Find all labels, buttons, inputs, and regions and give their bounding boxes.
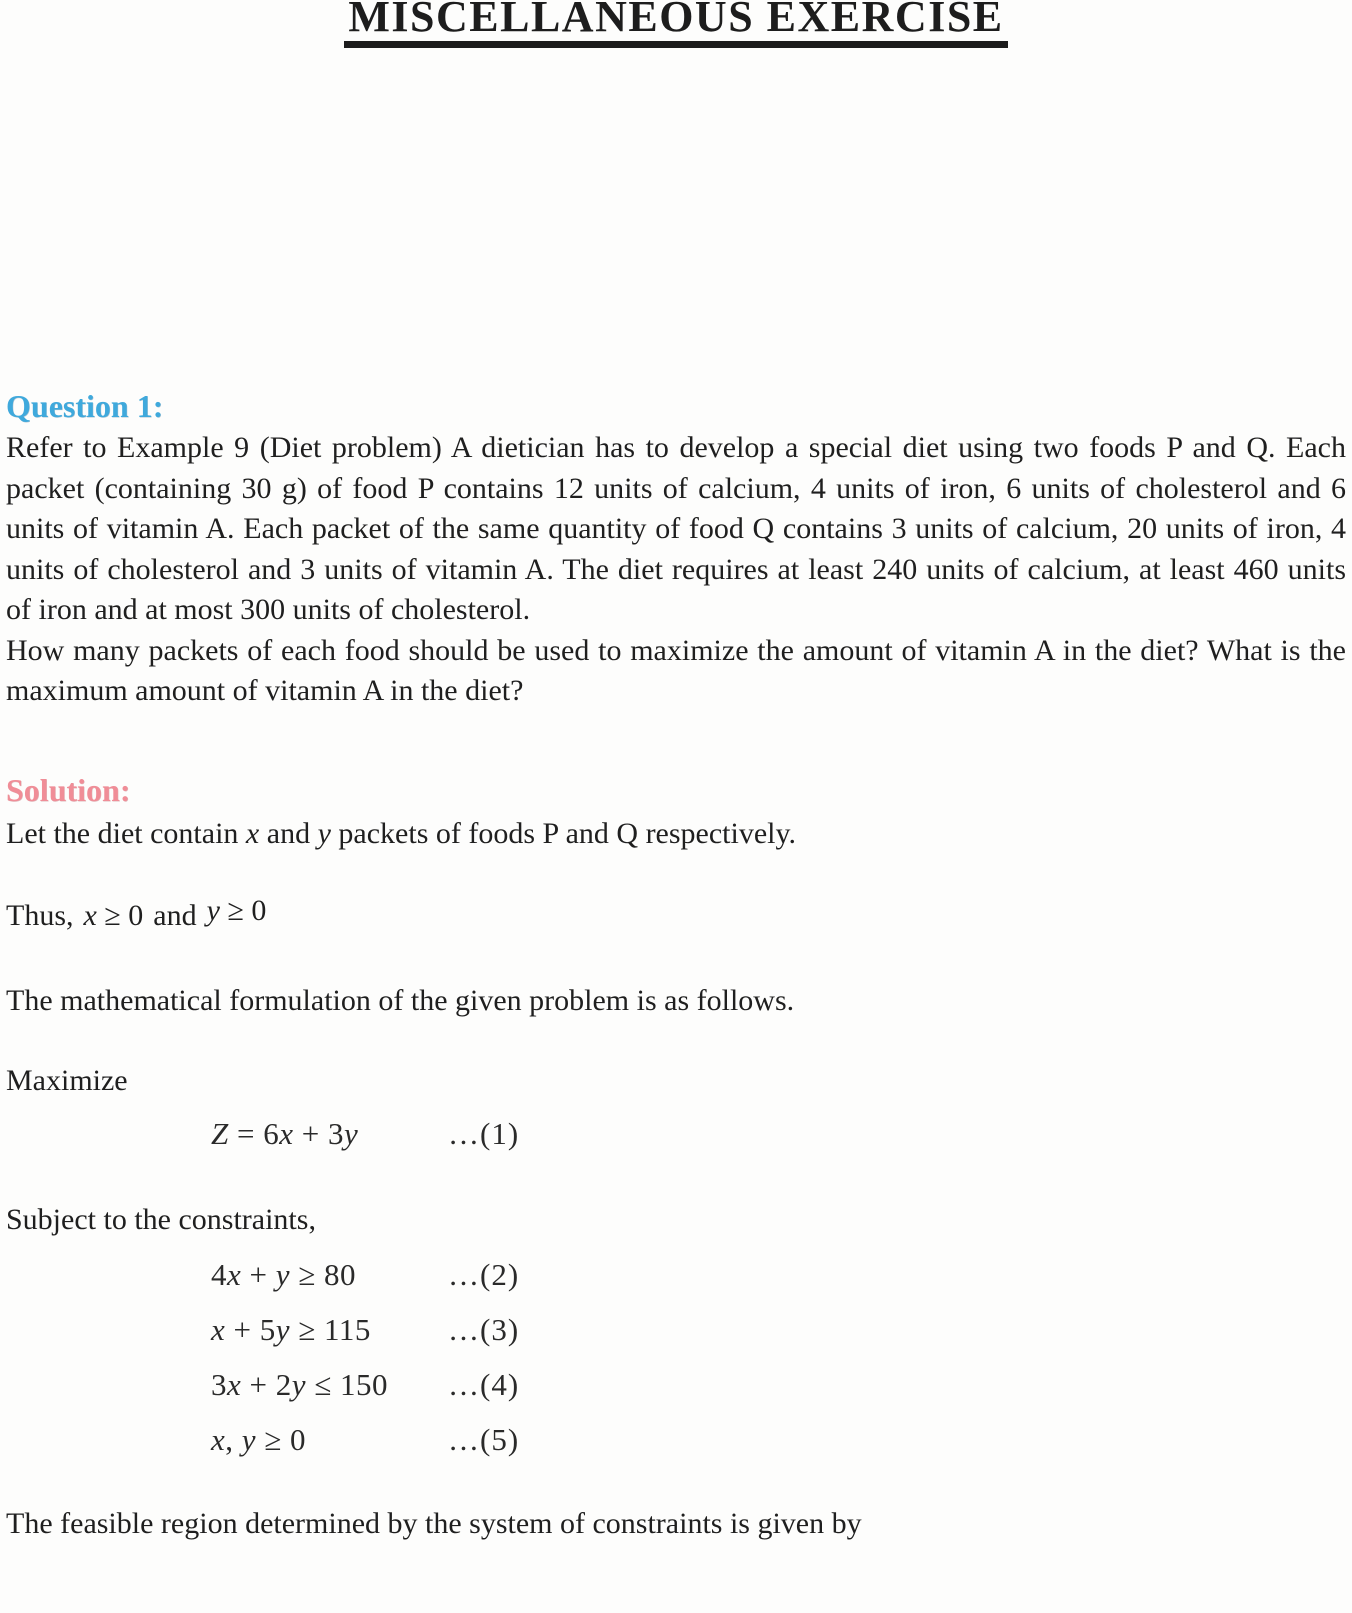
maximize-label: Maximize — [6, 1064, 128, 1098]
closing-line: The feasible region determined by the system of constraints is given by — [6, 1507, 862, 1541]
variable-x: x — [245, 816, 260, 850]
page-title: MISCELLANEOUS EXERCISE — [344, 0, 1007, 48]
formulation-line: The mathematical formulation of the given problem is as follows. — [6, 983, 795, 1017]
nonneg-y-condition: y ≥ 0 — [206, 894, 267, 928]
equation-tag-2: …(2) — [448, 1257, 520, 1293]
intro-text-post: packets of foods P and Q respectively. — [330, 816, 797, 850]
equation-tag-5: …(5) — [448, 1422, 520, 1458]
equation-row-constraint-3 — [6, 1310, 1346, 1350]
constraint-expression-3: x + 5y ≥ 115 — [211, 1312, 371, 1348]
title-block — [6, 0, 1346, 48]
equation-row-constraint-5 — [6, 1420, 1346, 1460]
equation-row-constraint-4 — [6, 1365, 1346, 1405]
solution-intro-line — [6, 814, 1346, 855]
thus-text-mid: and — [153, 899, 197, 933]
intro-text-mid: and — [259, 816, 318, 850]
equation-tag-3: …(3) — [448, 1312, 520, 1348]
constraint-expression-2: 4x + y ≥ 80 — [211, 1257, 357, 1293]
equation-tag-1: …(1) — [448, 1115, 520, 1151]
equation-row-constraint-2 — [6, 1255, 1346, 1295]
thus-line — [6, 896, 1346, 937]
objective-expression: Z = 6x + 3y — [211, 1115, 359, 1151]
question-heading: Question 1: — [6, 388, 164, 425]
equation-tag-4: …(4) — [448, 1367, 520, 1403]
intro-text-pre: Let the diet contain — [6, 816, 246, 850]
constraint-expression-4: 3x + 2y ≤ 150 — [211, 1367, 389, 1403]
subject-to-constraints-label: Subject to the constraints, — [6, 1202, 316, 1236]
equation-row-objective — [6, 1114, 1346, 1154]
constraint-expression-5: x, y ≥ 0 — [211, 1422, 307, 1458]
variable-y: y — [317, 816, 331, 850]
solution-heading: Solution: — [6, 771, 131, 808]
thus-text-pre: Thus, — [6, 899, 74, 933]
nonneg-x-condition: x ≥ 0 — [83, 899, 144, 933]
question-paragraph-1: Refer to Example 9 (Diet problem) A dietician has to develop a special diet using two foods P and Q. Each packet (containing 30 g) of food P contains 12 units of calcium, 4 units of iron, 6 units of cholesterol and 6 units of vitamin A. Each packet of the same quantity of food Q contains 3 units of calcium, 20 units of iron, 4 units of cholesterol and 3 units of vitamin A. The diet requires at least 240 units of calcium, at least 460 units of iron and at most 300 units of cholesterol. — [6, 431, 1346, 627]
question-paragraph-2: How many packets of each food should be used to maximize the amount of vitamin A in the diet? What is the maximum amount of vitamin A in the diet? — [6, 633, 1346, 708]
